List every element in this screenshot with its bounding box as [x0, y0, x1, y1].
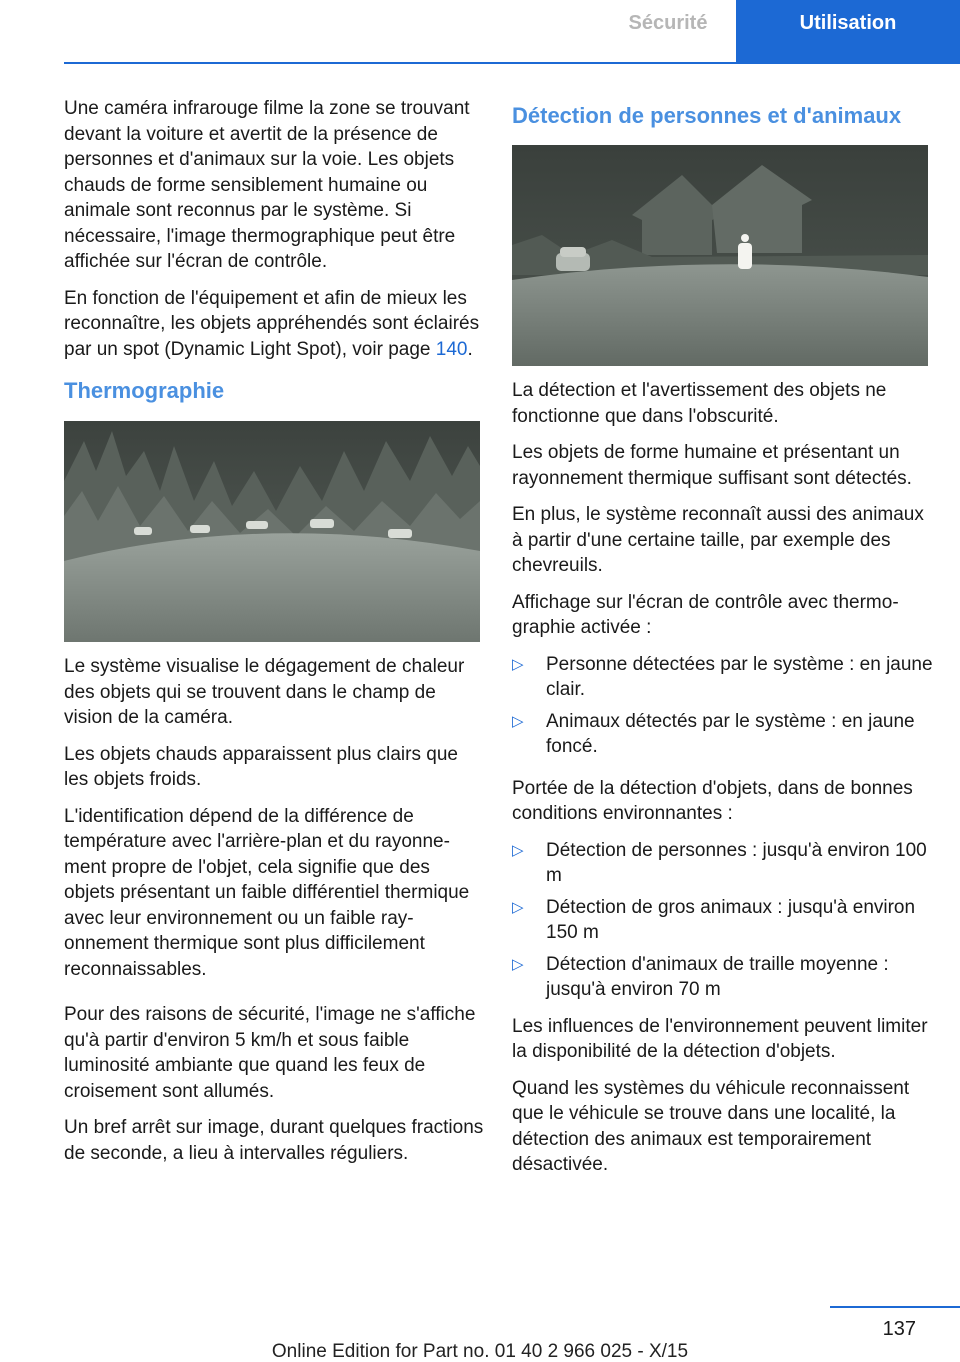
list-item-text: Détection de gros animaux : jusqu'à environ 150 m	[546, 896, 916, 943]
list-item	[512, 709, 936, 760]
list-item	[512, 895, 936, 946]
detection-image	[512, 145, 928, 366]
thermography-image	[64, 421, 480, 642]
light-spot-paragraph	[64, 286, 484, 363]
light-spot-text: En fonction de l'équipement et afin de mieux les reconnaître, les objets appréhendés sont éclairés par un spot (Dynamic Light Spot), voir page	[64, 287, 480, 360]
list-item	[512, 838, 936, 889]
tab-utilisation[interactable]: Utilisation	[736, 0, 960, 62]
edition-footer: Online Edition for Part no. 01 40 2 966 025 - X/15	[271, 1341, 689, 1362]
detection-illustration	[512, 145, 928, 366]
list-item-text: Détection de personnes : jusqu'à environ 100 m	[546, 839, 927, 886]
header-rule	[64, 62, 960, 64]
list-item-text: Animaux détectés par le système : en jaune foncé.	[546, 710, 915, 757]
light-spot-text-end: .	[467, 338, 473, 360]
detection-paragraph-5: Portée de la détection d'objets, dans de bonnes conditions environnantes :	[512, 777, 913, 824]
triangle-bullet-icon: ▷	[512, 655, 524, 673]
right-column	[512, 96, 936, 1189]
display-colors-list	[512, 652, 936, 760]
triangle-bullet-icon: ▷	[512, 841, 524, 859]
list-item-text: Personne détectées par le système : en jaune clair.	[546, 653, 933, 700]
thermography-paragraph-5: Un bref arrêt sur image, durant quelques fractions de seconde, a lieu à intervalles réguliers.	[64, 1117, 484, 1164]
detection-heading: Détection de personnes et d'animaux	[512, 103, 902, 128]
triangle-bullet-icon: ▷	[512, 712, 524, 730]
detection-paragraph-2: Les objets de forme humaine et présentant un rayonnement thermique suffisant sont détectés.	[512, 442, 912, 489]
detection-paragraph-4: Affichage sur l'écran de contrôle avec thermographie activée :	[512, 591, 899, 638]
detection-paragraph-6: Les influences de l'environnement peuvent limiter la disponibilité de la détection d'objets.	[512, 1015, 928, 1062]
page-140-link[interactable]: 140	[435, 338, 468, 360]
triangle-bullet-icon: ▷	[512, 955, 524, 973]
list-item	[512, 952, 936, 1003]
footer-rule	[830, 1306, 960, 1308]
detection-paragraph-3: En plus, le système reconnaît aussi des animaux à partir d'une certaine taille, par exemple des chevreuils.	[512, 504, 924, 576]
thermography-illustration	[64, 421, 480, 642]
thermographie-heading: Thermographie	[64, 378, 225, 403]
page-number: 137	[882, 1318, 916, 1340]
thermography-paragraph-4: Pour des raisons de sécurité, l'image ne s'affiche qu'à partir d'environ 5 km/h et sous faible luminosité ambiante que quand les feux de croisement sont allumés.	[64, 1004, 476, 1102]
left-column	[64, 96, 484, 1177]
intro-paragraph: Une caméra infrarouge filme la zone se trouvant devant la voiture et avertit de la présence de personnes et d'animaux sur la voie. Les objets chauds de forme sensiblement humaine ou animale sont reconnus par le système. Si nécessaire, l'image thermographique peut être affichée sur l'écran de contrôle.	[64, 98, 470, 272]
tab-securite[interactable]: Sécurité	[628, 12, 708, 34]
thermography-paragraph-3: L'identification dépend de la différence de température avec l'arrière-plan et du rayonnement propre de l'objet, cela signifie que des objets présentant un faible différentiel thermique avec leur environnement ou un faible rayonnement thermique sont plus difficilement reconnaissables.	[64, 805, 470, 980]
page-header	[0, 0, 960, 64]
thermography-paragraph-2: Les objets chauds apparaissent plus clairs que les objets froids.	[64, 743, 458, 790]
thermography-paragraph-1: Le système visualise le dégagement de chaleur des objets qui se trouvent dans le champ de vision de la caméra.	[64, 656, 465, 728]
triangle-bullet-icon: ▷	[512, 898, 524, 916]
list-item	[512, 652, 936, 703]
detection-range-list	[512, 838, 936, 1003]
detection-paragraph-7: Quand les systèmes du véhicule reconnaissent que le véhicule se trouve dans une localité, la détection des animaux est temporairement désactivée.	[512, 1077, 910, 1175]
list-item-text: Détection d'animaux de traille moyenne : jusqu'à environ 70 m	[546, 953, 889, 1000]
detection-paragraph-1: La détection et l'avertissement des objets ne fonctionne que dans l'obscurité.	[512, 380, 887, 427]
